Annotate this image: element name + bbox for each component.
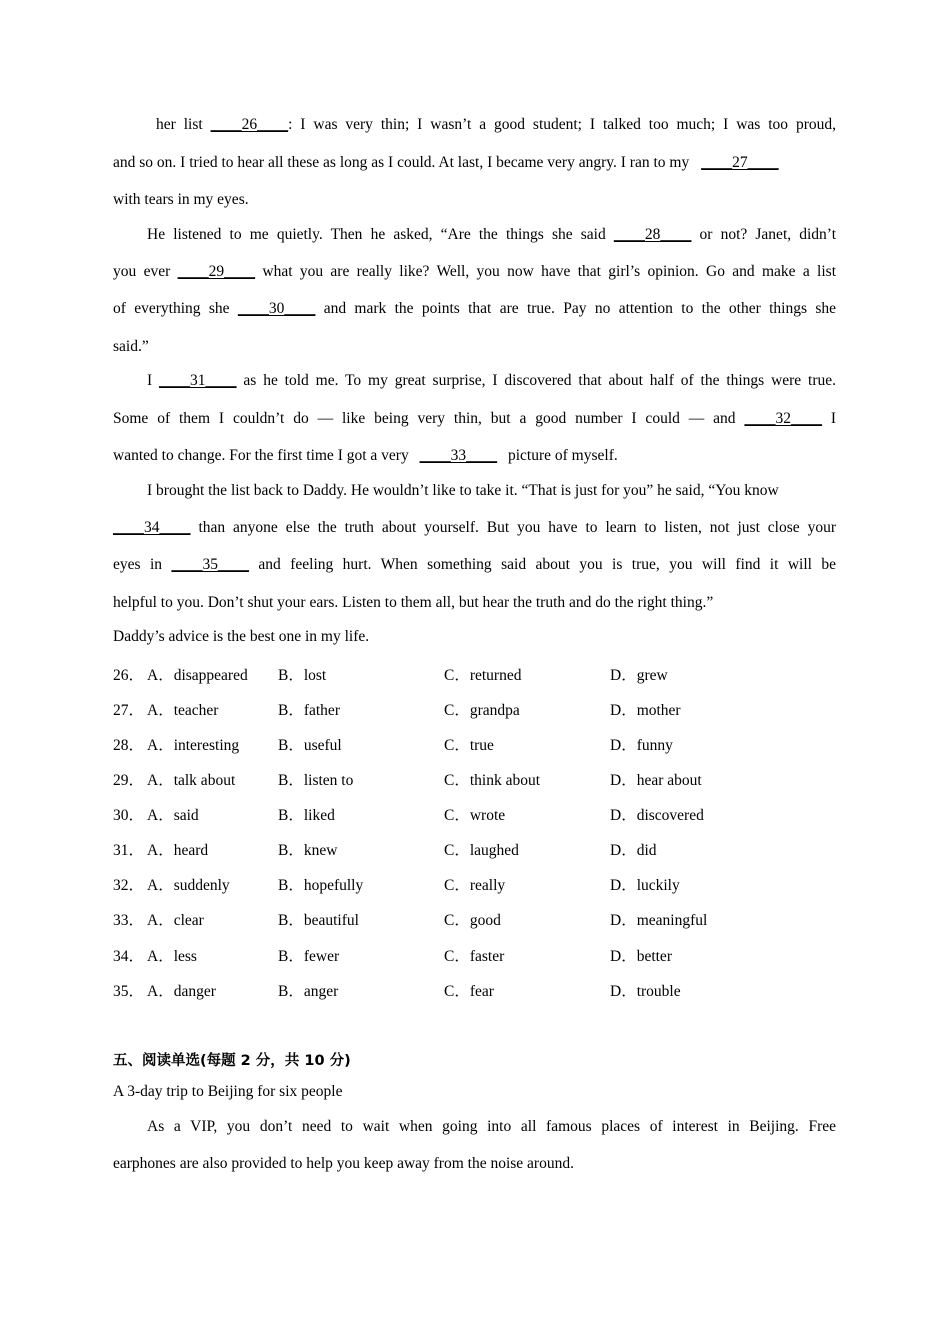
passage-text: He listened to me quietly. Then he asked, “Are the things she said [147,226,606,243]
section-line [113,1118,836,1136]
blank-33: ____33____ [419,447,498,464]
option-d[interactable]: D．discovered [610,807,704,824]
blank-32: ____32____ [744,410,822,427]
option-a[interactable]: A．clear [147,912,204,929]
question-number: 27． [113,702,145,719]
passage-text: her list [156,116,203,133]
option-d[interactable]: D．trouble [610,983,681,1000]
blank-35: ____35____ [171,556,249,573]
question-number: 35． [113,983,145,1000]
passage-line [113,116,836,134]
passage-text: you ever [113,263,171,280]
passage-line: I brought the list back to Daddy. He wouldn’t like to take it. “That is just for you” he said, “You know [147,482,779,499]
option-d[interactable]: D．funny [610,737,673,754]
option-c[interactable]: C．good [444,912,501,929]
question-number: 32． [113,877,145,894]
option-a[interactable]: A．teacher [147,702,219,719]
passage-text: what you are really like? Well, you now have that girl’s opinion. Go and make a list [262,263,837,280]
option-b[interactable]: B．hopefully [278,877,364,894]
passage-text: Some of them I couldn’t do — like being very thin, but a good number I could — and [113,410,736,427]
option-b[interactable]: B．beautiful [278,912,359,929]
passage-line [113,410,836,428]
section-heading: 五、阅读单选(每题 2 分，共 10 分) [113,1053,351,1069]
option-c[interactable]: C．wrote [444,807,506,824]
passage-line [113,263,836,281]
section-text: As a VIP, you don’t need to wait when going into all famous places of interest in Beijing. Free [147,1118,836,1135]
option-d[interactable]: D．hear about [610,772,702,789]
passage-line [113,154,779,172]
option-c[interactable]: C．think about [444,772,541,789]
option-b[interactable]: B．father [278,702,340,719]
passage-text: and feeling hurt. When something said about you is true, you will find it will be [258,556,837,573]
question-number: 34． [113,948,145,965]
passage-text: as he told me. To my great surprise, I discovered that about half of the things were true. [243,372,837,389]
question-number: 31． [113,842,145,859]
question-number: 28． [113,737,145,754]
blank-27: ____27____ [701,154,779,171]
section-line: earphones are also provided to help you keep away from the noise around. [113,1155,574,1172]
passage-text: I [147,372,153,389]
blank-29: ____29____ [177,263,256,280]
option-a[interactable]: A．disappeared [147,667,248,684]
question-number: 29． [113,772,145,789]
option-d[interactable]: D．did [610,842,657,859]
passage-text: picture of myself. [507,447,618,464]
option-d[interactable]: D．better [610,948,672,965]
passage-text: than anyone else the truth about yourself. But you have to learn to listen, not just close your [198,519,836,536]
option-d[interactable]: D．mother [610,702,681,719]
passage-text: I [830,410,837,427]
passage-line [113,300,836,318]
blank-28: ____28____ [613,226,692,243]
passage-closing: Daddy’s advice is the best one in my life. [113,628,370,645]
question-number: 30． [113,807,145,824]
option-c[interactable]: C．faster [444,948,505,965]
section-subtitle: A 3-day trip to Beijing for six people [113,1083,343,1100]
passage-text: or not? Janet, didn’t [699,226,836,243]
passage-line [113,372,836,390]
blank-31: ____31____ [159,372,237,389]
passage-line [113,447,618,465]
option-a[interactable]: A．talk about [147,772,236,789]
option-a[interactable]: A．said [147,807,199,824]
option-c[interactable]: C．fear [444,983,494,1000]
passage-text: eyes in [113,556,163,573]
blank-26: ____26____ [210,116,289,133]
option-b[interactable]: B．listen to [278,772,354,789]
option-d[interactable]: D．meaningful [610,912,708,929]
option-a[interactable]: A．danger [147,983,216,1000]
passage-line [113,226,836,244]
passage-text: of everything she [113,300,230,317]
option-c[interactable]: C．really [444,877,506,894]
blank-30: ____30____ [237,300,316,317]
question-number: 26． [113,667,145,684]
option-b[interactable]: B．anger [278,983,339,1000]
option-c[interactable]: C．laughed [444,842,519,859]
option-d[interactable]: D．grew [610,667,668,684]
passage-line: said.” [113,338,149,355]
passage-text: wanted to change. For the first time I got a very [113,447,409,464]
option-c[interactable]: C．true [444,737,494,754]
passage-line: with tears in my eyes. [113,191,249,208]
option-a[interactable]: A．heard [147,842,209,859]
option-d[interactable]: D．luckily [610,877,680,894]
passage-line: helpful to you. Don’t shut your ears. Listen to them all, but hear the truth and do the right thing.” [113,594,714,611]
option-a[interactable]: A．interesting [147,737,240,754]
passage-text: : I was very thin; I wasn’t a good student; I talked too much; I was too proud, [288,116,836,133]
passage-text: and so on. I tried to hear all these as long as I could. At last, I became very angry. I ran to my [113,154,690,171]
question-number: 33． [113,912,145,929]
passage-text: and mark the points that are true. Pay no attention to the other things she [323,300,837,317]
passage-line [113,556,836,574]
option-c[interactable]: C．grandpa [444,702,520,719]
option-b[interactable]: B．knew [278,842,338,859]
option-b[interactable]: B．useful [278,737,342,754]
option-b[interactable]: B．liked [278,807,335,824]
option-b[interactable]: B．lost [278,667,327,684]
option-b[interactable]: B．fewer [278,948,340,965]
option-a[interactable]: A．suddenly [147,877,230,894]
option-c[interactable]: C．returned [444,667,522,684]
passage-line [113,519,836,537]
option-a[interactable]: A．less [147,948,197,965]
blank-34: ____34____ [113,519,191,536]
